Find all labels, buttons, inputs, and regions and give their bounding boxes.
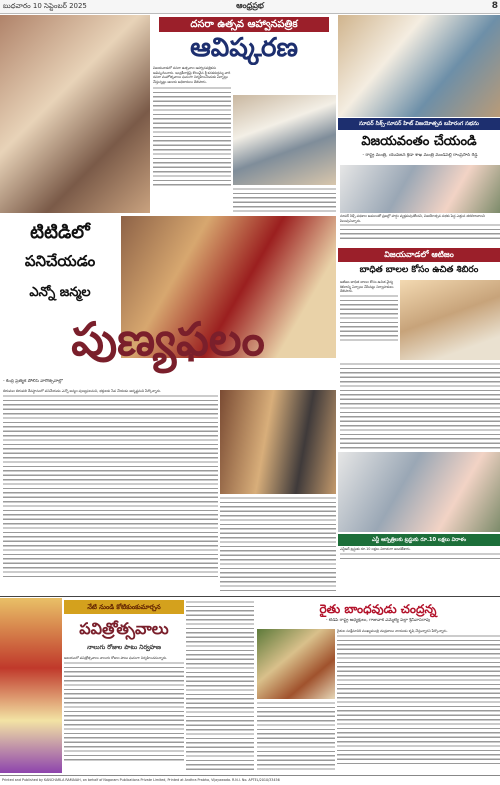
story7-headline: రైతు బాంధవుడు చంద్రన్న xyxy=(319,602,437,616)
story6-photo xyxy=(0,598,62,773)
story5-body: ఎన్టీఆర్ ట్రస్టుకు రూ.10 లక్షలు విరాళంగా అందజేశారు. xyxy=(340,547,411,551)
story3-headline-line3: ఎన్నో జన్మల xyxy=(29,285,91,300)
story7-body-tail xyxy=(257,701,335,773)
story1-kicker: దసరా ఉత్సవ ఆహ్వానపత్రిక xyxy=(159,17,329,32)
story2-banner: సూపర్ సిక్స్-సూపర్ హిట్ విజయోత్సవ బహిరంగ సభను xyxy=(338,118,500,130)
story3-body-more xyxy=(3,394,218,580)
footer-imprint: Printed and Published by KANCHARLA RAMAIAH, on behalf of Nagaram Publications Private Limited, Printed at Andhra Prabha, Vijayawada. R.N.I. No. APTEL/2010/33456 xyxy=(0,775,500,785)
story1-photo-main xyxy=(0,15,150,213)
story6-text xyxy=(64,656,184,773)
story3-headline-mid: పనిచేయడం xyxy=(24,252,96,270)
story1-heading xyxy=(151,15,337,65)
story7-text xyxy=(337,629,500,773)
story4-text xyxy=(340,280,398,360)
story7-body: రైతుల సంక్షేమానికి ముఖ్యమంత్రి చంద్రబాబు నాయుడు కృషి చేస్తున్నారని పేర్కొన్నారు. xyxy=(337,629,448,633)
story2-photo-top xyxy=(338,15,500,117)
story1-photo-side xyxy=(233,95,336,185)
story5-photo xyxy=(338,452,500,532)
story6-subhead: నాలుగు రోజుల పాటు నిర్వహణ xyxy=(87,644,161,651)
story1-body-tail xyxy=(233,187,336,212)
story6-body-tail xyxy=(186,600,254,773)
story4-body-more xyxy=(340,294,398,344)
story2-body-more xyxy=(340,223,500,241)
story7-body-more xyxy=(337,634,500,764)
story2-headline: విజయవంతం చేయండి xyxy=(361,134,477,149)
story7-subhead: - టీడీపీ రాష్ట్ర అధ్యక్షులు, గాజువాక ఎమ్మెల్యే పల్లా శ్రీనివాసరావు xyxy=(325,618,431,623)
date-line: బుధవారం 10 సెప్టెంబర్ 2025 xyxy=(3,2,87,10)
story3-caption: - కేంద్ర ప్రత్యేక పోలీస్ వారోత్సవాల్లో xyxy=(3,379,63,384)
story5-body-more xyxy=(340,552,500,562)
story3-text xyxy=(3,389,218,594)
story2-body: సూపర్ సిక్స్ పథకాల అమలుతో ప్రజల్లో హర్షం వ్యక్తమవుతోందని, విజయోత్సవ సభకు పెద్ద ఎత్తున తరలిరావాలని పిలుపునిచ్చారు. xyxy=(340,214,485,223)
story1-headline: ఆవిష్కరణ xyxy=(190,33,298,63)
story4-body-tail xyxy=(340,362,500,450)
story6-kicker: నేటి నుండి కోటికుంకుమార్చన xyxy=(64,600,184,614)
story4-kicker: విజయవాడలో ఆటిజం xyxy=(338,248,500,262)
story5-text xyxy=(340,547,500,569)
story7-photo xyxy=(257,629,335,699)
page-header xyxy=(0,0,500,14)
story1-text-column xyxy=(153,66,231,212)
story4-photo xyxy=(400,280,500,360)
story2-text xyxy=(340,214,500,246)
story3-headline-top: టిటిడిలో xyxy=(30,222,90,243)
story3-body: తిరుమల తిరుపతి దేవస్థానంలో పనిచేయడం ఎన్నో జన్మల పుణ్యఫలమని, భక్తులకు సేవ చేయడం అదృష్టమని పేర్కొన్నారు. xyxy=(3,389,161,393)
page-number: 8 xyxy=(491,1,498,11)
story2-photo xyxy=(340,165,500,213)
story4-headline: బాధిత బాలల కోసం ఉచిత శిబిరం xyxy=(359,265,479,275)
story3-headline-big: పుణ్యఫలం xyxy=(71,312,265,366)
story1-body: విజయవాడలో దసరా ఉత్సవాల ఆహ్వానపత్రికను ఆవిష్కరించారు. ఇంద్రకీలాద్రిపై కొలువైన శ్రీ కనకదుర్గమ్మ వారి దసరా మహోత్సవాలు ఘనంగా నిర్వహించేందుకు ఏర్పాట్లు చేస్తున్నట్లు ఆలయ అధికారులు తెలిపారు. xyxy=(153,66,231,84)
story6-headline: పవిత్రోత్సవాలు xyxy=(79,619,169,638)
story6-body: ఆలయంలో పవిత్రోత్సవాలు నాలుగు రోజుల పాటు ఘనంగా నిర్వహించనున్నారు. xyxy=(64,656,168,660)
story3-photo-side xyxy=(220,390,336,494)
story5-headline: ఎన్టీ ఆస్పత్రిలకు ట్రస్టుకు రూ.10 లక్షలు విరాళం xyxy=(338,534,500,546)
story1-body-more xyxy=(153,86,231,186)
section-divider xyxy=(0,596,500,597)
story2-subhead: - రాష్ట్ర మంత్రి, యువజన క్రీడా శాఖ మంత్రి మండిపల్లి రాంప్రసాద్ రెడ్డి xyxy=(362,153,478,158)
masthead: ఆంధ్రప్రభ xyxy=(236,1,264,10)
story6-body-more xyxy=(64,661,184,761)
story3-body-tail xyxy=(220,496,336,594)
story4-body: ఆటిజం బాధిత బాలల కోసం ఉచిత వైద్య శిబిరాన్ని ఏర్పాటు చేసినట్లు నిర్వాహకులు తెలిపారు. xyxy=(340,280,394,294)
